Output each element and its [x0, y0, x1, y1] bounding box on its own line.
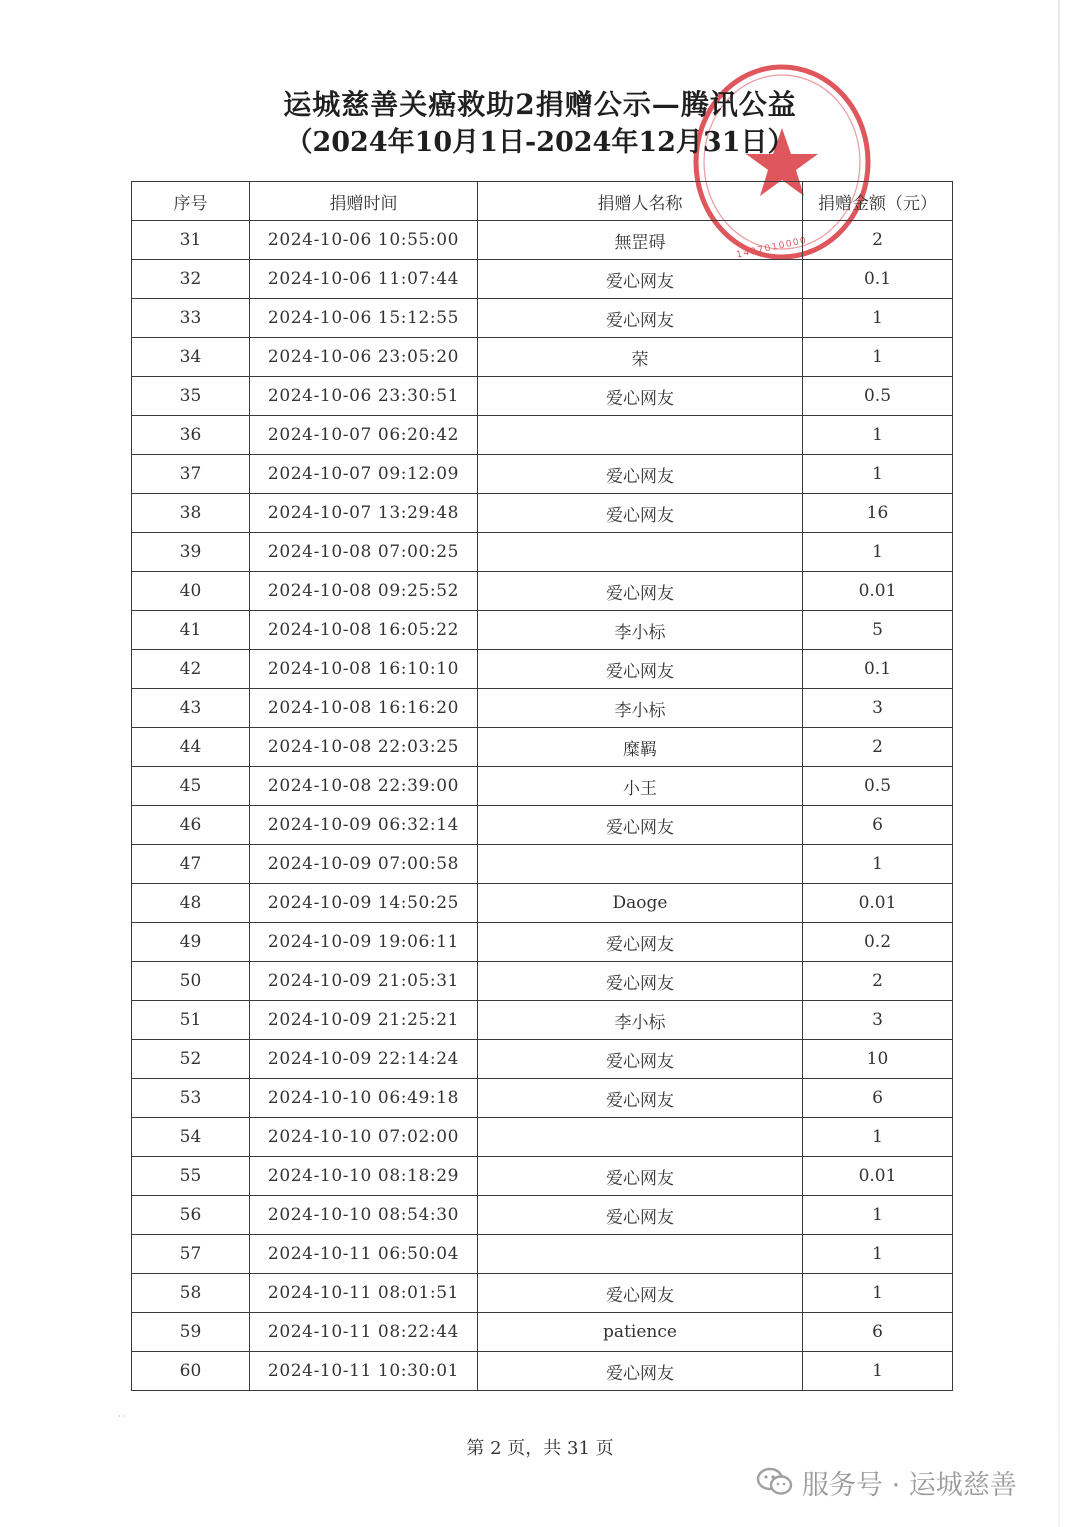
cell-donor: 爱心网友 [478, 260, 803, 299]
table-header-row [132, 182, 953, 221]
page-footer: 第 2 页，共 31 页 [466, 1438, 614, 1459]
scan-edge [1058, 0, 1060, 1527]
document-title: 运城慈善关癌救助2捐赠公示—腾讯公益 [283, 88, 797, 121]
cell-donor: 爱心网友 [478, 377, 803, 416]
cell-amount: 1 [803, 455, 953, 494]
cell-amount: 1 [803, 1274, 953, 1313]
cell-time: 2024-10-08 16:10:10 [250, 650, 478, 689]
wechat-watermark [756, 1462, 1017, 1502]
cell-index: 53 [132, 1079, 250, 1118]
cell-donor: 李小标 [478, 611, 803, 650]
table-row [132, 1196, 953, 1235]
cell-amount: 0.5 [803, 377, 953, 416]
cell-donor: 爱心网友 [478, 1352, 803, 1391]
cell-index: 37 [132, 455, 250, 494]
cell-time: 2024-10-08 22:39:00 [250, 767, 478, 806]
cell-amount: 1 [803, 1235, 953, 1274]
cell-amount: 0.01 [803, 1157, 953, 1196]
table-row [132, 1157, 953, 1196]
cell-donor: 小王 [478, 767, 803, 806]
cell-time: 2024-10-06 15:12:55 [250, 299, 478, 338]
cell-index: 57 [132, 1235, 250, 1274]
cell-time: 2024-10-11 08:01:51 [250, 1274, 478, 1313]
cell-donor [478, 845, 803, 884]
cell-time: 2024-10-09 07:00:58 [250, 845, 478, 884]
title-block [0, 86, 1080, 162]
cell-donor: Daoge [478, 884, 803, 923]
table-row [132, 533, 953, 572]
cell-amount: 1 [803, 1196, 953, 1235]
cell-amount: 2 [803, 728, 953, 767]
cell-index: 39 [132, 533, 250, 572]
cell-amount: 5 [803, 611, 953, 650]
cell-amount: 6 [803, 806, 953, 845]
donation-table [131, 181, 953, 1391]
cell-time: 2024-10-06 10:55:00 [250, 221, 478, 260]
header-time: 捐赠时间 [250, 182, 478, 221]
cell-index: 48 [132, 884, 250, 923]
cell-amount: 6 [803, 1079, 953, 1118]
cell-donor: 爱心网友 [478, 1196, 803, 1235]
cell-time: 2024-10-09 21:05:31 [250, 962, 478, 1001]
cell-donor: 無罡碍 [478, 221, 803, 260]
table-row [132, 455, 953, 494]
cell-donor: 爱心网友 [478, 1079, 803, 1118]
cell-amount: 1 [803, 416, 953, 455]
cell-index: 52 [132, 1040, 250, 1079]
cell-donor: 爱心网友 [478, 494, 803, 533]
cell-time: 2024-10-11 10:30:01 [250, 1352, 478, 1391]
cell-donor: 爱心网友 [478, 962, 803, 1001]
cell-time: 2024-10-09 14:50:25 [250, 884, 478, 923]
cell-donor: 爱心网友 [478, 572, 803, 611]
cell-amount: 2 [803, 221, 953, 260]
cell-index: 41 [132, 611, 250, 650]
cell-donor [478, 1235, 803, 1274]
cell-donor: 爱心网友 [478, 1157, 803, 1196]
watermark-text: 服务号 · 运城慈善 [802, 1469, 1017, 1501]
cell-donor: 爱心网友 [478, 650, 803, 689]
cell-index: 36 [132, 416, 250, 455]
cell-donor: 爱心网友 [478, 1274, 803, 1313]
cell-amount: 1 [803, 1118, 953, 1157]
cell-index: 32 [132, 260, 250, 299]
scan-dots: · · [118, 1412, 126, 1421]
table-row [132, 377, 953, 416]
cell-amount: 0.1 [803, 260, 953, 299]
table-row [132, 416, 953, 455]
cell-donor: 糜羁 [478, 728, 803, 767]
cell-time: 2024-10-09 19:06:11 [250, 923, 478, 962]
cell-donor: 李小标 [478, 689, 803, 728]
cell-amount: 6 [803, 1313, 953, 1352]
cell-donor: 荣 [478, 338, 803, 377]
cell-donor [478, 1118, 803, 1157]
cell-amount: 3 [803, 1001, 953, 1040]
table-row [132, 299, 953, 338]
table-row [132, 767, 953, 806]
cell-amount: 1 [803, 299, 953, 338]
cell-time: 2024-10-06 23:05:20 [250, 338, 478, 377]
cell-index: 34 [132, 338, 250, 377]
table-row [132, 1040, 953, 1079]
cell-index: 54 [132, 1118, 250, 1157]
cell-donor: 爱心网友 [478, 1040, 803, 1079]
document-subtitle: （2024年10月1日-2024年12月31日） [285, 127, 795, 158]
table-row [132, 338, 953, 377]
cell-time: 2024-10-07 09:12:09 [250, 455, 478, 494]
cell-index: 46 [132, 806, 250, 845]
cell-amount: 0.5 [803, 767, 953, 806]
cell-amount: 2 [803, 962, 953, 1001]
table-row [132, 1118, 953, 1157]
cell-index: 35 [132, 377, 250, 416]
cell-index: 49 [132, 923, 250, 962]
cell-donor: 爱心网友 [478, 923, 803, 962]
cell-time: 2024-10-11 08:22:44 [250, 1313, 478, 1352]
cell-amount: 0.2 [803, 923, 953, 962]
cell-time: 2024-10-08 07:00:25 [250, 533, 478, 572]
cell-amount: 16 [803, 494, 953, 533]
cell-index: 40 [132, 572, 250, 611]
table-row [132, 1079, 953, 1118]
table-row [132, 884, 953, 923]
cell-donor: 爱心网友 [478, 455, 803, 494]
table-row [132, 1235, 953, 1274]
header-amount: 捐赠金额（元） [803, 182, 953, 221]
cell-index: 50 [132, 962, 250, 1001]
table-row [132, 689, 953, 728]
cell-donor [478, 416, 803, 455]
wechat-icon [756, 1466, 794, 1498]
table-row [132, 962, 953, 1001]
cell-time: 2024-10-07 06:20:42 [250, 416, 478, 455]
cell-index: 45 [132, 767, 250, 806]
table-row [132, 611, 953, 650]
cell-amount: 0.01 [803, 884, 953, 923]
cell-amount: 1 [803, 1352, 953, 1391]
table-row [132, 221, 953, 260]
cell-index: 55 [132, 1157, 250, 1196]
cell-time: 2024-10-10 06:49:18 [250, 1079, 478, 1118]
table-row [132, 845, 953, 884]
cell-donor: 爱心网友 [478, 299, 803, 338]
table-row [132, 1274, 953, 1313]
cell-index: 51 [132, 1001, 250, 1040]
cell-index: 38 [132, 494, 250, 533]
seal-serial: 1427010000 [735, 235, 809, 261]
cell-time: 2024-10-08 16:16:20 [250, 689, 478, 728]
table-row [132, 923, 953, 962]
cell-amount: 3 [803, 689, 953, 728]
cell-time: 2024-10-09 21:25:21 [250, 1001, 478, 1040]
table-row [132, 728, 953, 767]
table-row [132, 572, 953, 611]
cell-index: 42 [132, 650, 250, 689]
table-row [132, 650, 953, 689]
cell-donor [478, 533, 803, 572]
cell-donor: patience [478, 1313, 803, 1352]
cell-time: 2024-10-10 08:18:29 [250, 1157, 478, 1196]
cell-time: 2024-10-09 22:14:24 [250, 1040, 478, 1079]
table-row [132, 806, 953, 845]
table-row [132, 260, 953, 299]
header-index: 序号 [132, 182, 250, 221]
cell-donor: 李小标 [478, 1001, 803, 1040]
cell-amount: 0.01 [803, 572, 953, 611]
cell-index: 43 [132, 689, 250, 728]
cell-time: 2024-10-11 06:50:04 [250, 1235, 478, 1274]
cell-amount: 0.1 [803, 650, 953, 689]
table-row [132, 494, 953, 533]
cell-index: 33 [132, 299, 250, 338]
cell-amount: 10 [803, 1040, 953, 1079]
cell-time: 2024-10-06 11:07:44 [250, 260, 478, 299]
table-row [132, 1352, 953, 1391]
cell-time: 2024-10-08 16:05:22 [250, 611, 478, 650]
cell-index: 56 [132, 1196, 250, 1235]
cell-time: 2024-10-07 13:29:48 [250, 494, 478, 533]
cell-donor: 爱心网友 [478, 806, 803, 845]
cell-index: 59 [132, 1313, 250, 1352]
cell-time: 2024-10-10 07:02:00 [250, 1118, 478, 1157]
cell-time: 2024-10-06 23:30:51 [250, 377, 478, 416]
header-donor: 捐赠人名称 [478, 182, 803, 221]
table-row [132, 1001, 953, 1040]
cell-index: 47 [132, 845, 250, 884]
cell-amount: 1 [803, 338, 953, 377]
cell-index: 60 [132, 1352, 250, 1391]
cell-time: 2024-10-08 09:25:52 [250, 572, 478, 611]
cell-time: 2024-10-08 22:03:25 [250, 728, 478, 767]
cell-index: 31 [132, 221, 250, 260]
cell-amount: 1 [803, 845, 953, 884]
cell-time: 2024-10-10 08:54:30 [250, 1196, 478, 1235]
cell-index: 44 [132, 728, 250, 767]
table-row [132, 1313, 953, 1352]
cell-amount: 1 [803, 533, 953, 572]
cell-index: 58 [132, 1274, 250, 1313]
cell-time: 2024-10-09 06:32:14 [250, 806, 478, 845]
